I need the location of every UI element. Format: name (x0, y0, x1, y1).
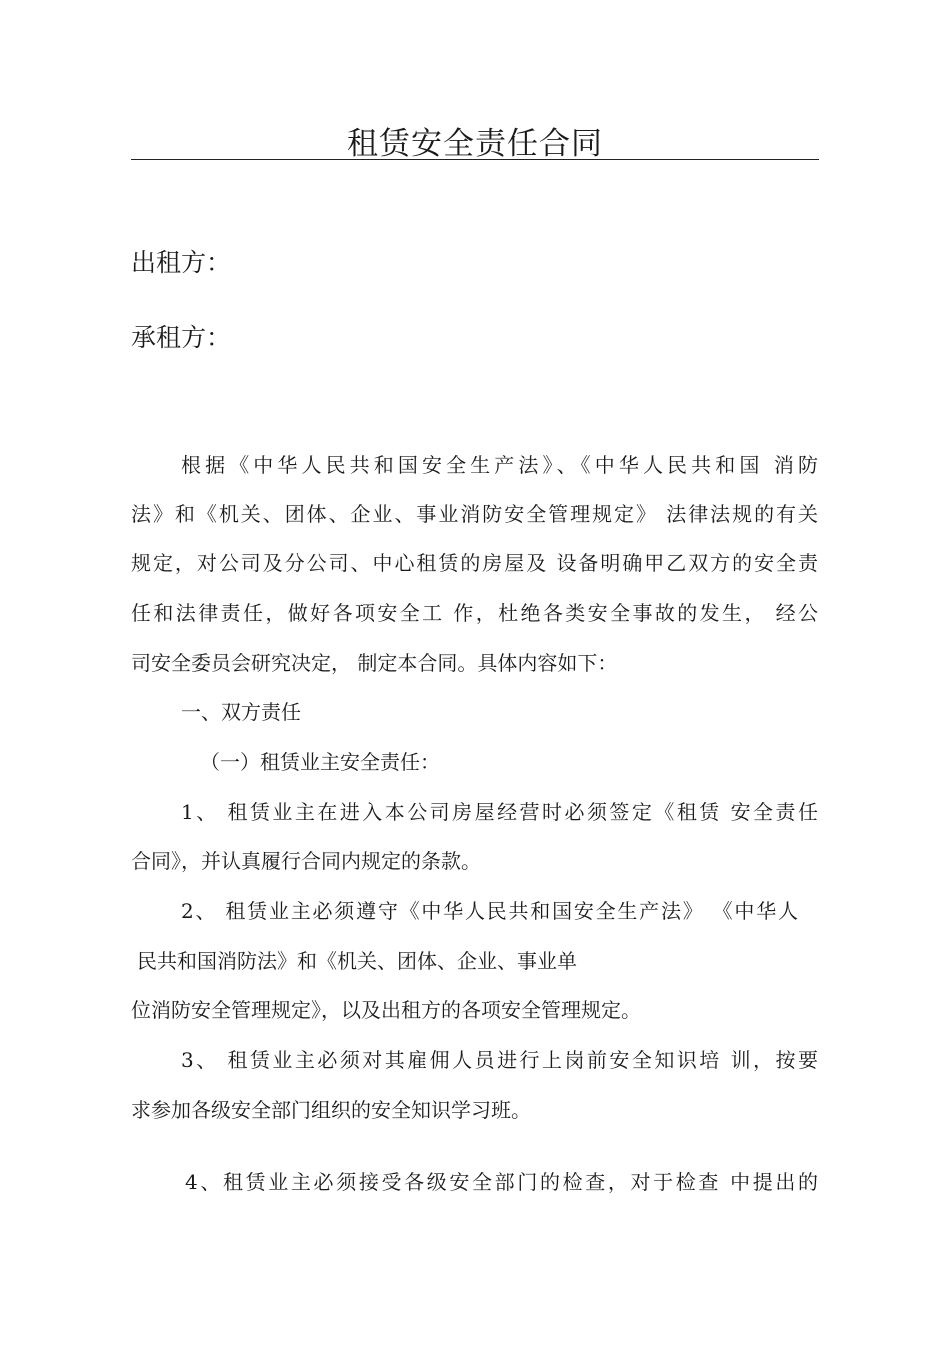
document-title: 租赁安全责任合同 (347, 126, 603, 162)
clause-line: 求参加各级安全部门组织的安全知识学习班。 (131, 1098, 531, 1122)
lessee-label: 承租方： (131, 323, 232, 352)
body-line: 法》和《机关、团体、企业、事业消防安全管理规定》 法律法规的有关 (131, 502, 818, 526)
body-line: 司安全委员会研究决定， 制定本合同。具体内容如下： (131, 651, 618, 675)
clause-line: 4、租赁业主必须接受各级安全部门的检查，对于检查 中提出的 (185, 1170, 818, 1194)
clause-line: 位消防安全管理规定》，以及出租方的各项安全管理规定。 (131, 998, 641, 1022)
lessor-label: 出租方： (131, 248, 232, 277)
subsection-heading: （一）租赁业主安全责任： (200, 750, 440, 774)
clause-line: 合同》，并认真履行合同内规定的条款。 (131, 849, 481, 873)
clause-line: 民共和国消防法》和《机关、团体、企业、事业单 (137, 949, 577, 973)
body-line: 任和法律责任，做好各项安全工 作，杜绝各类安全事故的发生， 经公 (131, 601, 818, 625)
clause-line: 3、 租赁业主必须对其雇佣人员进行上岗前安全知识培 训，按要 (181, 1048, 818, 1072)
title-underline (131, 159, 819, 160)
section-heading: 一、双方责任 (181, 700, 301, 724)
body-line: 根据《中华人民共和国安全生产法》、《中华人民共和国 消防 (181, 453, 818, 477)
body-line: 规定，对公司及分公司、中心租赁的房屋及 设备明确甲乙双方的安全责 (131, 551, 818, 575)
clause-line: 1、 租赁业主在进入本公司房屋经营时必须签定《租赁 安全责任 (181, 800, 818, 824)
clause-line: 2、 租赁业主必须遵守《中华人民共和国安全生产法》 《中华人 (181, 899, 798, 923)
